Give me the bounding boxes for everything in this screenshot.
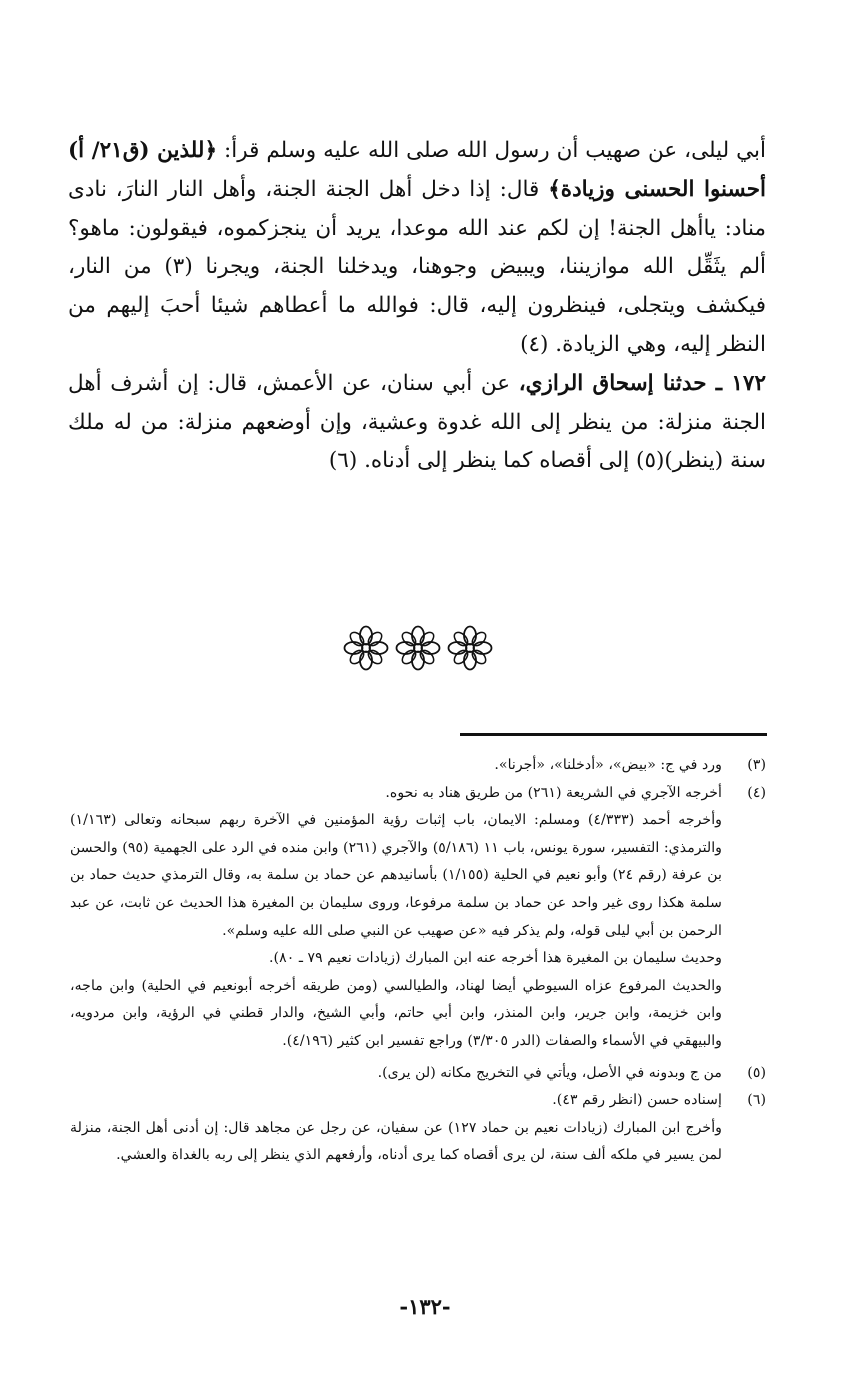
paragraph1-body: قال: إذا دخل أهل الجنة الجنة، وأهل النار النارَ، نادى مناد: ياأهل الجنة! إن لكم عند الله موعدا، يريد أن ينجزكموه، فيقولون: ماهو؟ ألم يثَقِّل الله موازيننا، ويبيض وجوهنا، ويدخلنا الجنة، ويجرنا (٣) من النار، فيكشف ويتجلى، فينظرون إليه، قال: فوالله ما أعطاهم شيئا أحبَ إليهم من النظر إليه، وهي الزيادة. (٤) xyxy=(68,176,766,357)
footnote-6 xyxy=(70,1087,766,1115)
footnote-4-paragraph-3: والحديث المرفوع عزاه السيوطي أيضا لهناد، والطيالسي (ومن طريقه أخرجه أبونعيم في الحلية) وابن ماجه، وابن خزيمة، وابن جرير، وابن المنذر، وابن أبي حاتم، وأبي الشيخ، والدار قطني في الرؤية، وابن مردويه، والبيهقي في الأسماء والصفات (الدر ٣/٣٠٥) وراجع تفسير ابن كثير (٤/١٩٦). xyxy=(70,977,722,1049)
footnotes xyxy=(70,752,766,1170)
footnote-4 xyxy=(70,780,766,808)
footnote-6-paragraph-1: وأخرج ابن المبارك (زيادات نعيم بن حماد ١٢٧) عن سفيان، عن رجل عن مجاهد قال: إن أدنى أهل الجنة، منزلة لمن يسير في ملكه ألف سنة، لن يرى أقصاه كما يرى أدناه، وأرفعهم الذي ينظر إلى ربه بالغداة والعشي. xyxy=(70,1119,722,1164)
paragraph-hadith-171-continuation xyxy=(68,132,766,365)
hadith-number-172: ١٧٢ ـ حدثنا إسحاق الرازي، xyxy=(518,370,766,396)
footnote-separator-line xyxy=(460,733,767,736)
footnote-text: إسناده حسن (انظر رقم ٤٣). xyxy=(552,1092,722,1109)
paragraph1-intro: أبي ليلى، عن صهيب أن رسول الله صلى الله عليه وسلم قرأ: xyxy=(217,138,766,163)
footnote-number: (٦) xyxy=(747,1092,766,1109)
footnote-3 xyxy=(70,752,766,780)
main-text xyxy=(68,132,766,481)
triple-flower-ornament-icon xyxy=(338,622,498,674)
footnote-5 xyxy=(70,1060,766,1088)
quran-quote: ﴿للذين (ق٢١/ أ) أحسنوا الحسنى وزيادة﴾ xyxy=(68,138,766,202)
footnote-number: (٤) xyxy=(747,784,766,801)
paragraph2-body: عن أبي سنان، عن الأعمش، قال: إن أشرف أهل الجنة منزلة: من ينظر إلى الله غدوة وعشية، وإن أوضعهم منزلة: من له ملك سنة (ينظر)(٥) إلى أقصاه كما ينظر إلى أدناه. (٦) xyxy=(68,370,766,474)
footnote-text: ورد في ج: «بيض»، «أدخلنا»، «أجرنا». xyxy=(494,757,722,773)
footnote-4-paragraph-1: وأخرجه أحمد (٤/٣٣٣) ومسلم: الايمان، باب إثبات رؤية المؤمنين في الآخرة ربهم سبحانه وتعالى (١/١٦٣) والترمذي: التفسير، سورة يونس، باب ١١ (٥/١٨٦) والآجري (٢٦١) وابن منده في الرد على الجهمية (٩٥) والحسن بن عرفة (رقم ٢٤) وأبو نعيم في الحلية (١/١٥٥) بأسانيدهم عن حماد بن سلمة به، وقال الترمذي حديث حماد بن سلمة هكذا روى غير واحد عن حماد بن سلمة مرفوعا، وروى سليمان بن المغيرة هذا الحديث عن ثابت، عن عبد الرحمن بن أبي ليلى قوله، ولم يذكر فيه «عن صهيب عن النبي صلى الله عليه وسلم». xyxy=(70,812,723,939)
footnote-number: (٥) xyxy=(747,1064,766,1081)
paragraph-hadith-172 xyxy=(68,365,766,481)
footnote-text: من ج وبدونه في الأصل، ويأتي في التخريج مكانه (لن يرى). xyxy=(377,1064,722,1081)
footnote-4-paragraph-2: وحديث سليمان بن المغيرة هذا أخرجه عنه ابن المبارك (زيادات نعيم ٧٩ ـ ٨٠). xyxy=(269,950,722,967)
footnote-text: أخرجه الآجري في الشريعة (٢٦١) من طريق هناد به نحوه. xyxy=(385,784,722,801)
page-number: -١٣٢- xyxy=(399,1294,451,1319)
footnote-number: (٣) xyxy=(747,757,766,773)
